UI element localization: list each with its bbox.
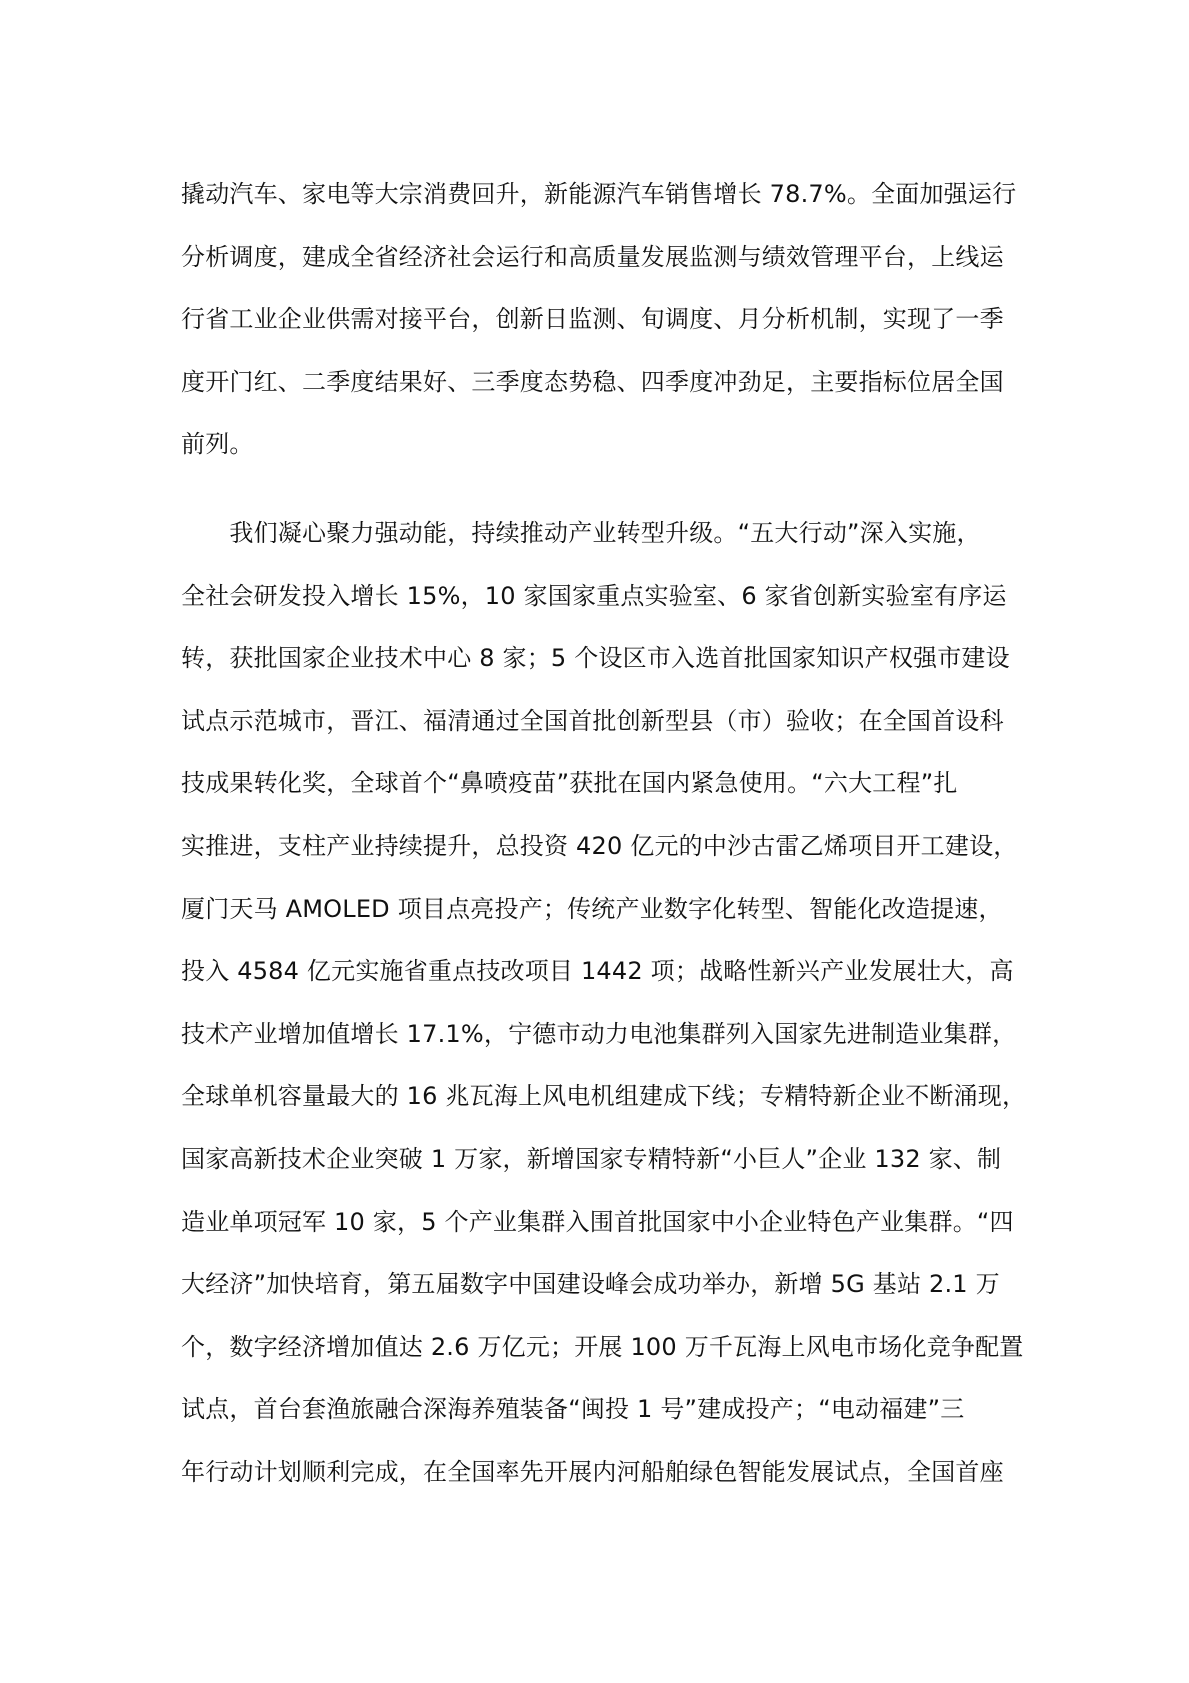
text-line: 造业单项冠军 10 家，5 个产业集群入围首批国家中小企业特色产业集群。“四 [181,1207,1014,1236]
text-line: 行省工业企业供需对接平台，创新日监测、旬调度、月分析机制，实现了一季 [181,305,1004,334]
text-line: 全球单机容量最大的 16 兆瓦海上风电机组建成下线；专精特新企业不断涌现， [181,1082,1027,1111]
text-line: 转，获批国家企业技术中心 8 家；5 个设区市入选首批国家知识产权强市建设 [181,644,1010,673]
text-line: 全社会研发投入增长 15%，10 家国家重点实验室、6 家省创新实验室有序运 [181,581,1007,610]
text-line: 前列。 [181,430,254,459]
text-line: 度开门红、二季度结果好、三季度态势稳、四季度冲劲足，主要指标位居全国 [181,367,1004,396]
text-line: 大经济”加快培育，第五届数字中国建设峰会成功举办，新增 5G 基站 2.1 万 [181,1270,1000,1299]
text-line: 技术产业增加值增长 17.1%，宁德市动力电池集群列入国家先进制造业集群， [181,1019,1017,1048]
text-line: 我们凝心聚力强动能，持续推动产业转型升级。“五大行动”深入实施， [181,519,981,547]
text-line: 分析调度，建成全省经济社会运行和高质量发展监测与绩效管理平台，上线运 [181,242,1004,271]
text-line: 年行动计划顺利完成，在全国率先开展内河船舶绿色智能发展试点，全国首座 [181,1457,1004,1486]
paragraph-industrial-upgrade [181,502,1031,1504]
text-line: 投入 4584 亿元实施省重点技改项目 1442 项；战略性新兴产业发展壮大，高 [181,957,1014,986]
text-line: 技成果转化奖，全球首个“鼻喷疫苗”获批在国内紧急使用。“六大工程”扎 [181,769,958,798]
text-line: 个，数字经济增加值达 2.6 万亿元；开展 100 万千瓦海上风电市场化竞争配置 [181,1332,1024,1361]
text-line: 国家高新技术企业突破 1 万家，新增国家专精特新“小巨人”企业 132 家、制 [181,1144,1002,1173]
paragraph-consumption-analysis [181,163,1031,476]
text-line: 试点示范城市，晋江、福清通过全国首批创新型县（市）验收；在全国首设科 [181,706,1004,735]
text-line: 试点，首台套渔旅融合深海养殖装备“闽投 1 号”建成投产；“电动福建”三 [181,1395,965,1424]
text-line: 撬动汽车、家电等大宗消费回升，新能源汽车销售增长 78.7%。全面加强运行 [181,180,1017,208]
text-line: 实推进，支柱产业持续提升，总投资 420 亿元的中沙古雷乙烯项目开工建设， [181,831,1018,860]
text-line: 厦门天马 AMOLED 项目点亮投产；传统产业数字化转型、智能化改造提速， [181,894,1003,923]
